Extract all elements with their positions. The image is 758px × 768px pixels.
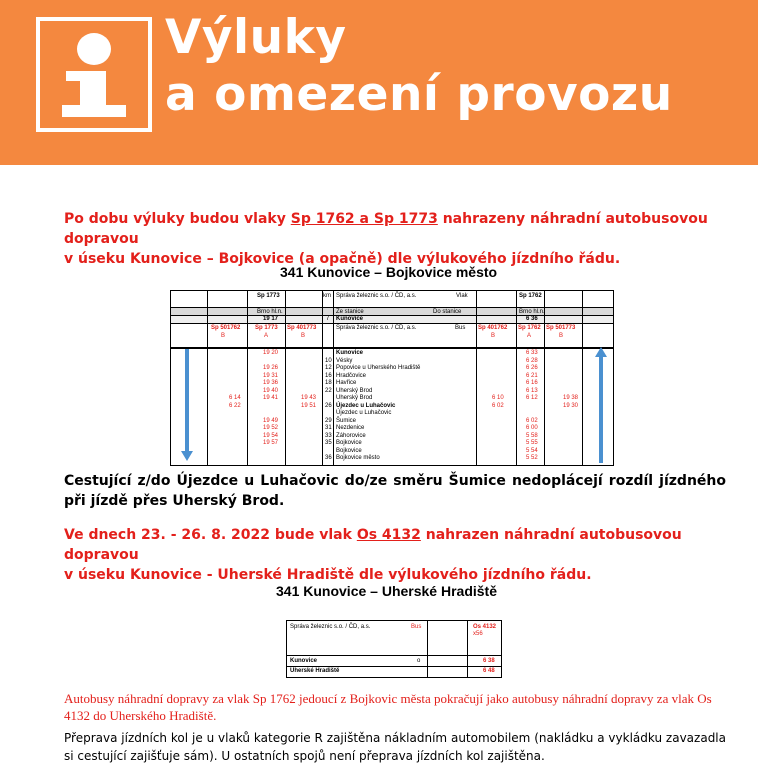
hdr-sp1762: Sp 1762 bbox=[519, 293, 542, 299]
station-name: Újezdec u Luhačovic bbox=[336, 402, 396, 409]
station-name: Bojkovice město bbox=[336, 455, 380, 461]
notice-no-surcharge: Cestující z/do Újezdce u Luhačovic do/ze směru Šumice nedoplácejí rozdíl jízdného při jízdě přes Uherský Brod. bbox=[64, 473, 726, 509]
bus-hdr-bus: Bus bbox=[455, 325, 466, 331]
notice1-prefix: Po dobu výluky budou vlaky bbox=[64, 211, 291, 227]
time-sp1762: 6 13 bbox=[526, 387, 538, 394]
station-name: Popovice u Uherského Hradiště bbox=[336, 365, 421, 371]
notice-replacement-sp bbox=[64, 209, 730, 269]
time-sp401773: 19 51 bbox=[301, 402, 317, 409]
notice3-prefix: Ve dnech 23. - 26. 8. 2022 bude vlak bbox=[64, 527, 357, 543]
station-km: 29 bbox=[325, 417, 332, 424]
notice-continuation: Autobusy náhradní dopravy za vlak Sp 1762 jedoucí z Bojkovic města pokračují jako autobusy náhradní dopravy za vlak Os 4132 do Uherského Hradiště. bbox=[64, 691, 712, 723]
time-sp1762: 6 12 bbox=[526, 395, 538, 401]
tt2-bus: Bus bbox=[411, 624, 422, 630]
ze-stanice: Ze stanice bbox=[336, 309, 364, 315]
bus-sub-4: B bbox=[491, 333, 496, 339]
tt2-station1: Kunovice bbox=[290, 658, 318, 664]
station-name: Bojkovice bbox=[336, 440, 362, 446]
timetable2-title: 341 Kunovice – Uherské Hradiště bbox=[276, 583, 497, 599]
time-sp1773: 19 54 bbox=[263, 432, 279, 439]
time-sp1773: 19 40 bbox=[263, 387, 279, 394]
notice3-train: Os 4132 bbox=[356, 527, 421, 543]
bus-hdr-1762: Sp 1762 bbox=[518, 325, 541, 331]
time-sp1773: 19 26 bbox=[263, 365, 279, 371]
row-km-7: 7 bbox=[326, 316, 330, 322]
time-sp501762: 6 14 bbox=[229, 395, 241, 401]
tt2-operator: Správa železnic s.o. / ČD, a.s. bbox=[290, 624, 371, 630]
time-sp1762: 5 52 bbox=[526, 455, 538, 461]
time-sp1773: 19 52 bbox=[263, 425, 279, 431]
bus-hdr-401773: Sp 401773 bbox=[287, 325, 317, 331]
header-banner bbox=[0, 0, 758, 165]
bus-hdr-401762: Sp 401762 bbox=[478, 325, 508, 331]
station-name: Šumice bbox=[336, 417, 357, 424]
time-sp1773: 19 57 bbox=[263, 440, 279, 446]
time-sp1773: 19 49 bbox=[263, 417, 279, 424]
notice3-suffix: nahrazen náhradní autobusovou dopravou bbox=[64, 527, 682, 563]
hdr-sp1773: Sp 1773 bbox=[257, 293, 280, 299]
row-kunovice: Kunovice bbox=[336, 316, 364, 322]
time-sp1762: 5 54 bbox=[526, 447, 538, 454]
bus-hdr-1773: Sp 1773 bbox=[255, 325, 278, 331]
time-sp1762: 6 21 bbox=[526, 372, 538, 379]
station-name: Bojkovice bbox=[336, 447, 362, 454]
arrow-down-head-icon bbox=[181, 451, 193, 461]
notice3-line2: v úseku Kunovice - Uherské Hradiště dle výlukového jízdního řádu. bbox=[64, 567, 592, 583]
notice1-trains: Sp 1762 a Sp 1773 bbox=[290, 211, 438, 227]
row-kunovice-time: 6 36 bbox=[526, 316, 538, 322]
time-sp1773: 19 36 bbox=[263, 380, 279, 386]
time-sp1762: 5 55 bbox=[526, 440, 538, 446]
tt2-time1: 6 38 bbox=[483, 658, 495, 664]
time-sp1762: 5 58 bbox=[526, 432, 538, 439]
time-sp1773: 19 41 bbox=[263, 395, 279, 401]
station-name: Uherský Brod bbox=[336, 395, 373, 401]
time-sp1762: 6 33 bbox=[526, 350, 538, 356]
time-sp1762: 6 28 bbox=[526, 357, 538, 364]
bus-sub-2: A bbox=[264, 333, 269, 339]
tt2-time2: 6 48 bbox=[483, 668, 495, 674]
station-km: 12 bbox=[325, 365, 332, 371]
time-sp501762: 6 22 bbox=[229, 402, 241, 409]
info-icon bbox=[36, 17, 152, 132]
hdr-vlak: Vlak bbox=[456, 293, 468, 299]
time-sp1773: 19 31 bbox=[263, 372, 279, 379]
station-km: 35 bbox=[325, 440, 332, 446]
station-name: Uherský Brod bbox=[336, 387, 373, 394]
notice-replacement-os bbox=[64, 525, 730, 585]
bus-hdr-501773: Sp 501773 bbox=[546, 325, 576, 331]
station-km: 18 bbox=[325, 380, 332, 386]
arrow-down-icon bbox=[185, 349, 189, 455]
time-sp401762: 6 02 bbox=[492, 402, 504, 409]
hdr-km: km bbox=[323, 293, 331, 299]
time-sp1773: 19 20 bbox=[263, 350, 279, 356]
time-sp1762: 6 02 bbox=[526, 417, 538, 424]
station-name: Újezdec u Luhačovic bbox=[336, 410, 392, 416]
brno-left-time: 19 17 bbox=[263, 316, 279, 322]
timetable1-title: 341 Kunovice – Bojkovice město bbox=[280, 264, 498, 280]
station-km: 10 bbox=[325, 357, 332, 364]
tt2-station2: Uherské Hradiště bbox=[290, 668, 340, 674]
bus-hdr-501762: Sp 501762 bbox=[211, 325, 241, 331]
brno-left: Brno hl.n. bbox=[257, 309, 283, 315]
station-km: 31 bbox=[325, 425, 332, 431]
time-sp401773: 19 43 bbox=[301, 395, 317, 401]
brno-right: Brno hl.n. bbox=[519, 309, 545, 315]
station-km: 36 bbox=[325, 455, 332, 461]
tt2-days: x56 bbox=[473, 631, 483, 637]
tt2-train: Os 4132 bbox=[473, 624, 497, 630]
station-km: 33 bbox=[325, 432, 332, 439]
station-km: 16 bbox=[325, 372, 332, 379]
arrow-up-icon bbox=[599, 355, 603, 463]
do-stanice: Do stanice bbox=[433, 309, 462, 315]
station-name: Hradčovice bbox=[336, 372, 367, 379]
station-km: 26 bbox=[325, 402, 332, 409]
timetable1 bbox=[170, 290, 614, 466]
notice-bicycles: Přeprava jízdních kol je u vlaků kategorie R zajištěna nákladním automobilem (nakládku a vykládku zavazadla si cestující zajišťuje sám). U ostatních spojů není přeprava jízdních kol zajištěna. bbox=[64, 731, 726, 763]
bus-sub-5: A bbox=[527, 333, 532, 339]
banner-title-line1: Výluky bbox=[165, 10, 347, 65]
station-name: Havřice bbox=[336, 380, 357, 386]
station-name: Kunovice bbox=[336, 350, 364, 356]
notice1-suffix: nahrazeny náhradní autobusovou dopravou bbox=[64, 211, 708, 247]
station-name: Vésky bbox=[336, 357, 353, 364]
bus-hdr-operator: Správa železnic s.o. / ČD, a.s. bbox=[336, 325, 417, 331]
timetable2: Správa železnic s.o. / ČD, a.s. Bus Os 4132 x56 Kunovice o 6 38 Uherské Hradiště 6 48 bbox=[286, 620, 502, 678]
time-sp1762: 6 26 bbox=[526, 365, 538, 371]
bus-sub-3: B bbox=[301, 333, 306, 339]
arrow-up-head-icon bbox=[595, 347, 607, 357]
bus-sub-1: B bbox=[221, 333, 226, 339]
time-sp1762: 6 00 bbox=[526, 425, 538, 431]
bus-sub-6: B bbox=[559, 333, 564, 339]
time-sp501773: 19 30 bbox=[563, 402, 579, 409]
station-name: Záhorovice bbox=[336, 432, 366, 439]
time-sp501773: 19 38 bbox=[563, 395, 579, 401]
time-sp1762: 6 16 bbox=[526, 380, 538, 386]
notice1-line2: v úseku Kunovice – Bojkovice (a opačně) dle výlukového jízdního řádu. bbox=[64, 251, 621, 267]
station-km: 22 bbox=[325, 387, 332, 394]
time-sp401762: 6 10 bbox=[492, 395, 504, 401]
banner-title-line2: a omezení provozu bbox=[165, 67, 673, 122]
station-name: Nezdenice bbox=[336, 425, 365, 431]
hdr-operator: Správa železnic s.o. / ČD, a.s. bbox=[336, 293, 417, 299]
